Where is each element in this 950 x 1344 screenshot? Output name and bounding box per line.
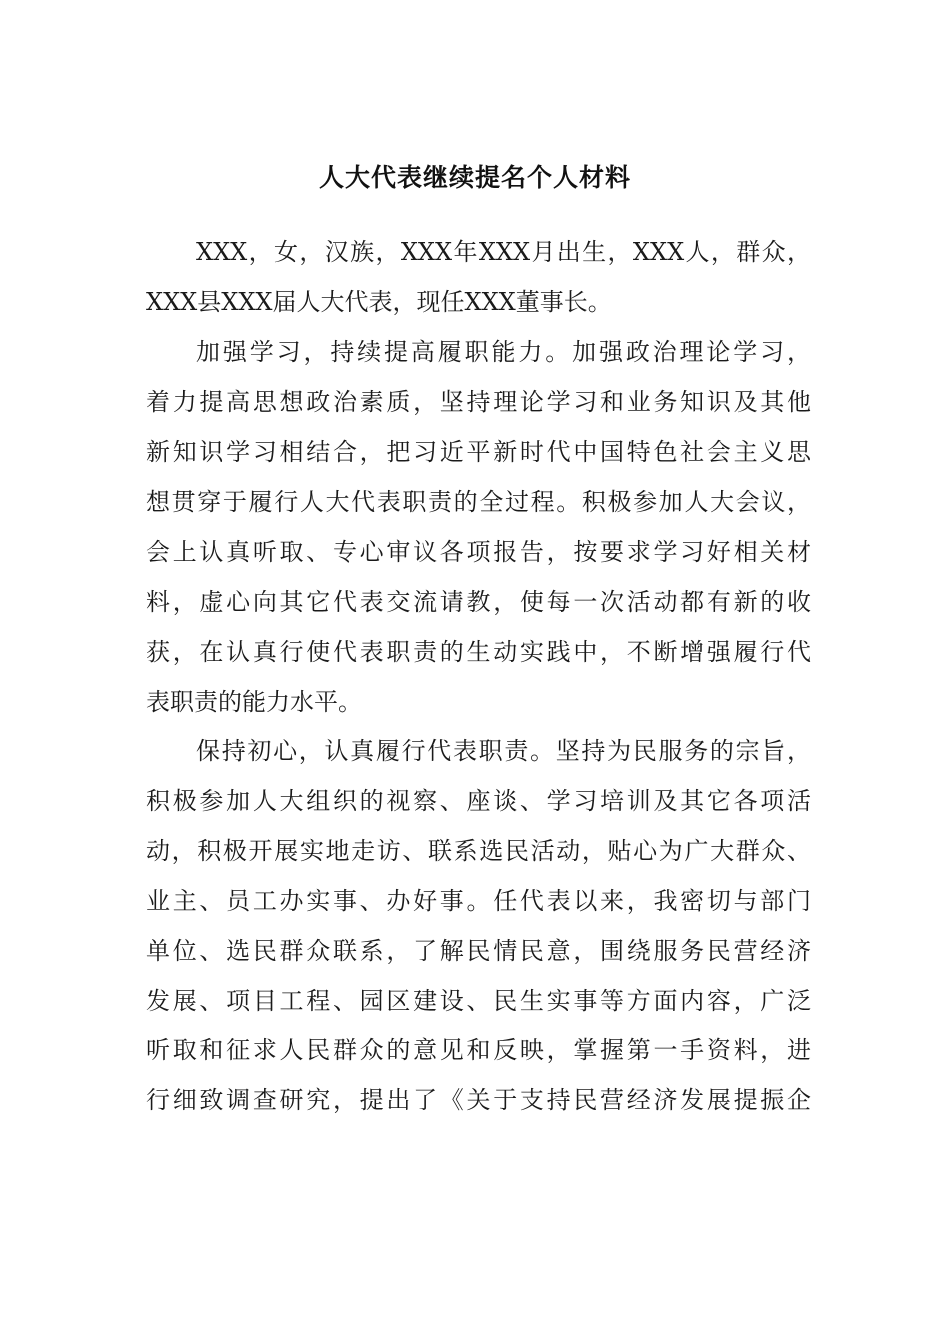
paragraph-3-line-3: 动，积极开展实地走访、联系选民活动，贴心为广大群众、 bbox=[146, 837, 811, 865]
paragraph-2-line-8: 表职责的能力水平。 bbox=[146, 688, 362, 716]
paragraph-1-line-2: XXX县XXX届人大代表，现任XXX董事长。 bbox=[146, 288, 612, 316]
paragraph-3-line-4: 业主、员工办实事、办好事。任代表以来，我密切与部门 bbox=[146, 887, 811, 915]
paragraph-3-line-2: 积极参加人大组织的视察、座谈、学习培训及其它各项活 bbox=[146, 787, 811, 815]
paragraph-2-line-4: 想贯穿于履行人大代表职责的全过程。积极参加人大会议， bbox=[146, 488, 811, 516]
paragraph-2-line-7: 获，在认真行使代表职责的生动实践中，不断增强履行代 bbox=[146, 638, 811, 666]
paragraph-3-line-5: 单位、选民群众联系，了解民情民意，围绕服务民营经济 bbox=[146, 937, 811, 965]
paragraph-2-line-6: 料，虚心向其它代表交流请教，使每一次活动都有新的收 bbox=[146, 588, 811, 616]
paragraph-1-line-1: XXX，女，汉族，XXX年XXX月出生，XXX人，群众， bbox=[196, 238, 811, 266]
paragraph-3-line-8: 行细致调查研究，提出了《关于支持民营经济发展提振企 bbox=[146, 1086, 811, 1114]
paragraph-3-line-6: 发展、项目工程、园区建设、民生实事等方面内容，广泛 bbox=[146, 987, 811, 1015]
paragraph-3-line-1: 保持初心，认真履行代表职责。坚持为民服务的宗旨， bbox=[196, 737, 811, 765]
paragraph-2-line-5: 会上认真听取、专心审议各项报告，按要求学习好相关材 bbox=[146, 538, 811, 566]
paragraph-3-line-7: 听取和征求人民群众的意见和反映，掌握第一手资料，进 bbox=[146, 1036, 811, 1064]
paragraph-2-line-3: 新知识学习相结合，把习近平新时代中国特色社会主义思 bbox=[146, 438, 811, 466]
document-title: 人大代表继续提名个人材料 bbox=[318, 163, 631, 192]
paragraph-2-line-1: 加强学习，持续提高履职能力。加强政治理论学习， bbox=[196, 338, 811, 366]
paragraph-2-line-2: 着力提高思想政治素质，坚持理论学习和业务知识及其他 bbox=[146, 388, 811, 416]
